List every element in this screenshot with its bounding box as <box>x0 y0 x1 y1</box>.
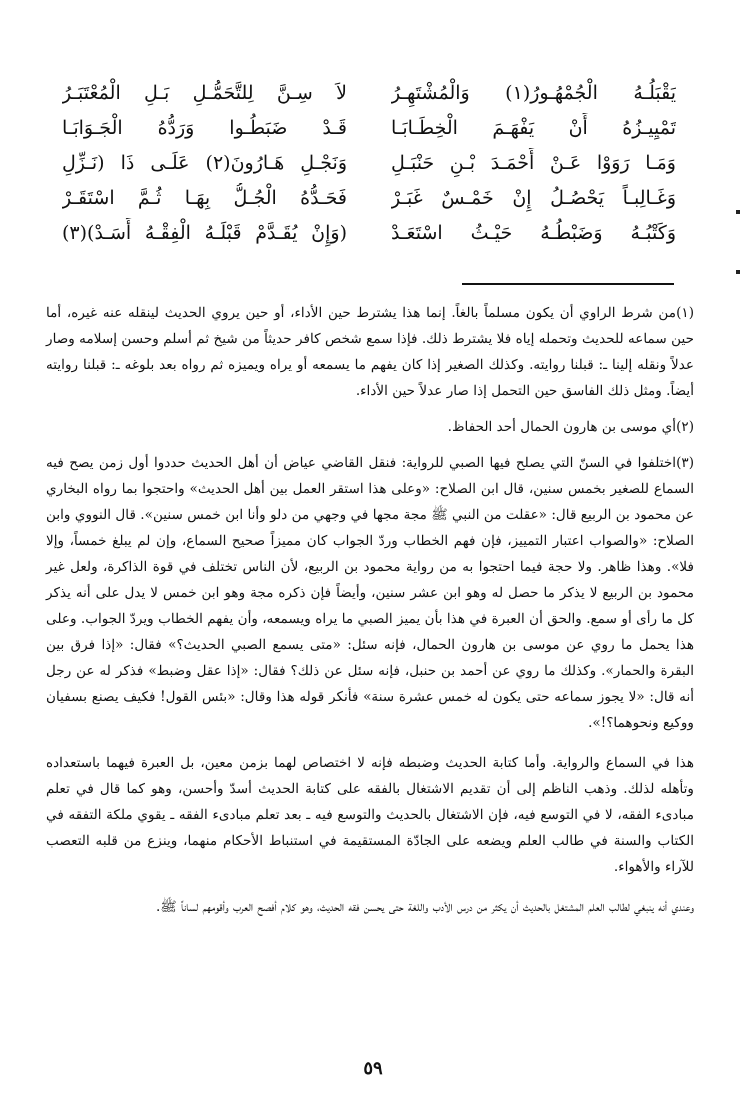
verse-second-hemistich: فَحَـدُّهُ الْجُـلُّ بِهَـا ثُـمَّ اسْتَقَـرْ <box>62 187 347 209</box>
scan-speck <box>736 210 740 214</box>
verse-second-hemistich: قَـدْ ضَبَطُـوا وَرَدُّهُ الْجَـوَابَـا <box>62 117 347 139</box>
verse-first-hemistich: وَمَـا رَوَوْا عَـنْ أَحْمَـدَ بْـنِ حَنْبَـلِ <box>391 152 676 174</box>
verse-first-hemistich: تَمْيِيـزُهُ أَنْ يَفْهَـمَ الْخِطَـابَـا <box>391 117 676 139</box>
footnote-1: (١)من شرط الراوي أن يكون مسلماً بالغاً. إنما هذا يشترط حين الأداء، أو حين يروي الحديث لينقله عنه غيره، أما حين سماعه للحديث وتحمله إياه فلا يشترط ذلك. فإذا سمع شخص كافر حديثاً من شيخ ثم أسلم وحسن إسلامه وصار عدلاً ونقله إلينا ـ: قبلنا روايته. وكذلك الصغير إذا كان يفهم ما يسمعه أو يراه ويميزه ثم رواه بعد بلوغه ـ: قبلنا روايته أيضاً. ومثل ذلك الفاسق حين التحمل إذا صار عدلاً حين الأداء. <box>46 305 694 399</box>
scan-speck <box>736 270 740 274</box>
footnotes-block <box>46 300 694 930</box>
verse-first-hemistich: يَقْبَلُـهُ الْجُمْهُـورُ(١) وَالْمُشْتَهِـرُ <box>391 82 676 104</box>
verse-second-hemistich: لاَ سِـنَّ لِلتَّحَمُّـلِ بَـلِ الْمُعْتَبَـرُ <box>62 82 347 104</box>
poem-block <box>62 78 676 258</box>
poem-verse <box>62 218 676 248</box>
verse-second-hemistich: وَنَجْـلِ هَـارُونَ(٢) عَلَـى ذَا (نَـزِّلِ <box>62 152 347 174</box>
poem-verse <box>62 183 676 213</box>
poem-verse <box>62 78 676 108</box>
footnote-3: (٣)اختلفوا في السنّ التي يصلح فيها الصبي للرواية: فنقل القاضي عياض أن أهل الحديث حددوا أول زمن يصح فيه السماع للصغير بخمس سنين، قال ابن الصلاح: «وعلى هذا استقر العمل بين أهل الحديث» واحتجوا بما رواه البخاري عن محمود بن الربيع قال: «عقلت من النبي ﷺ مجة مجها في وجهي من دلو وأنا ابن خمس سنين». قال النووي وابن الصلاح: «والصواب اعتبار التمييز، فإن فهم الخطاب وردّ الجواب كان مميزاً صحيح السماع، وإن لم يبلغ خمساً، وإلا فلا». وهذا ظاهر. ولا حجة فيما احتجوا به من رواية محمود بن الربيع، لأن الناس تختلف في قوة الذاكرة، ولعل غير محمود بن الربيع لا يذكر ما حصل له وهو ابن عشر سنين، وأيضاً فإن ذكره مجة وهو ابن خمس لا يدل على أنه يذكر كل ما رأى أو سمع. والحق أن العبرة في هذا بأن يميز الصبي ما يراه ويسمعه، وأن يفهم الخطاب ويردّ الجواب. وعلى هذا يحمل ما روي عن موسى بن هارون الحمال، فإنه سئل: «متى يسمع الصبي الحديث؟» فقال: «إذا فرق بين البقرة والحمار». وكذلك ما روي عن أحمد بن حنبل، فإنه سئل عن ذلك؟ فقال: «إذا عقل وضبط» فذكر له عن رجل أنه قال: «لا يجوز سماعه حتى يكون له خمس عشرة سنة» فأنكر قوله هذا وقال: «بئس القول! فكيف يصنع بسفيان ووكيع ونحوهما؟!». <box>46 455 694 731</box>
poem-verse <box>62 148 676 178</box>
commentary-paragraph: وعندي أنه ينبغي لطالب العلم المشتغل بالحديث أن يكثر من درس الأدب واللغة حتى يحسن فقه الحديث، وهو كلام أفصح العرب وأقومهم لساناً ﷺ. <box>155 899 694 915</box>
footnote-2: (٢)أي موسى بن هارون الحمال أحد الحفاظ. <box>447 419 694 435</box>
footnote-separator-line <box>462 283 674 285</box>
commentary-paragraph: هذا في السماع والرواية. وأما كتابة الحديث وضبطه فإنه لا اختصاص لهما بزمن معين، بل العبرة فيهما باستعداده وتأهله لذلك. وذهب الناظم إلى أن تقديم الاشتغال بالفقه على كتابة الحديث أسدّ وأحسن، وهو كما قال في تعلم مبادىء الفقه، لا في التوسع فيه، فإن الاشتغال بالحديث والتوسع فيه ـ بعد تعلم مبادىء الفقه ـ يقوي ملكة التفقه في الكتاب والسنة في طالب العلم ويضعه على الجادّة المستقيمة في استنباط الأحكام منهما، وينزع من قلبه التعصب للآراء والأهواء. <box>46 755 694 875</box>
verse-first-hemistich: وَكَتْبُـهُ وَضَبْطُـهُ حَيْـثُ اسْتَعَـدْ <box>391 222 676 244</box>
page-number: ٥٩ <box>363 1058 383 1079</box>
verse-first-hemistich: وَغَـالِبـاً يَحْصُـلُ إِنْ خَمْـسٌ غَبَـرْ <box>391 187 676 209</box>
verse-second-hemistich: (وَإِنْ يُقَـدَّمْ قَبْلَـهُ الْفِقْـهُ أَسَـدْ)(٣) <box>62 222 347 244</box>
poem-verse <box>62 113 676 143</box>
